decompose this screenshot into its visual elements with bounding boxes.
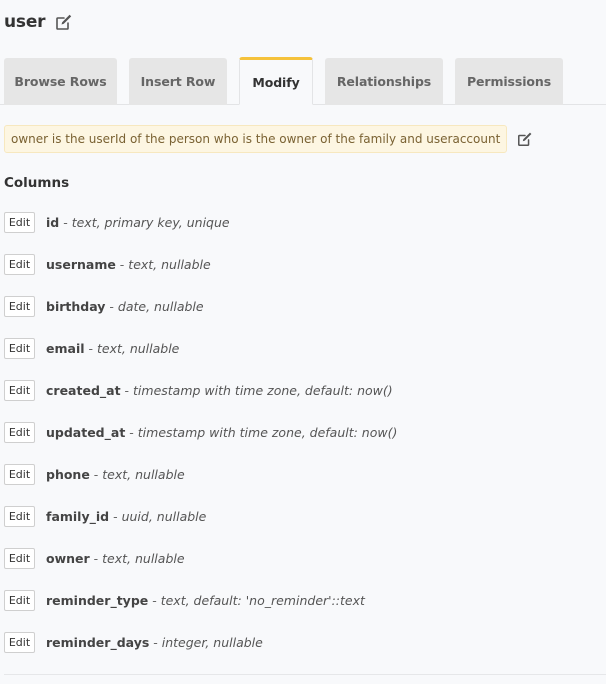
table-comment: owner is the userId of the person who is the owner of the family and useraccount [4, 125, 507, 153]
column-separator: - [105, 299, 118, 314]
tab-label: Relationships [336, 74, 432, 89]
column-row [4, 380, 397, 422]
column-separator: - [59, 215, 72, 230]
column-type: timestamp with time zone, default: now() [133, 383, 393, 398]
column-separator: - [148, 593, 161, 608]
edit-column-button[interactable]: Edit [4, 464, 35, 485]
edit-column-button[interactable]: Edit [4, 506, 35, 527]
edit-column-button[interactable]: Edit [4, 548, 35, 569]
column-row [4, 506, 397, 548]
column-text [46, 296, 204, 318]
tab-permissions[interactable] [455, 58, 563, 105]
column-text [46, 254, 211, 276]
column-name: id [46, 215, 60, 230]
column-type: text, default: 'no_reminder'::text [160, 593, 365, 608]
column-text [46, 506, 206, 528]
column-separator: - [149, 635, 162, 650]
column-text [46, 632, 263, 654]
column-type: text, nullable [102, 551, 185, 566]
edit-column-button[interactable]: Edit [4, 380, 35, 401]
tab-label: Modify [252, 74, 300, 90]
column-type: uuid, nullable [121, 509, 207, 524]
column-name: username [46, 257, 116, 272]
table-title-row [4, 12, 73, 32]
column-name: email [46, 341, 85, 356]
column-name: birthday [46, 299, 106, 314]
column-separator: - [120, 383, 134, 398]
column-text [46, 590, 365, 612]
column-row [4, 548, 397, 590]
column-text [46, 338, 179, 360]
tab-browse-rows[interactable] [4, 58, 117, 105]
column-row [4, 590, 397, 632]
tab-relationships[interactable] [325, 58, 443, 105]
column-type: text, nullable [102, 467, 185, 482]
column-name: phone [46, 467, 90, 482]
column-type: integer, nullable [161, 635, 263, 650]
edit-column-button[interactable]: Edit [4, 254, 35, 275]
column-type: text, nullable [128, 257, 211, 272]
table-title: user [4, 12, 46, 32]
column-type: text, nullable [96, 341, 180, 356]
column-name: family_id [46, 509, 110, 524]
columns-list [4, 212, 397, 674]
tab-label: Insert Row [140, 74, 216, 89]
column-name: reminder_days [46, 635, 150, 650]
table-comment-row [4, 125, 533, 153]
column-text [46, 380, 393, 402]
section-divider [4, 674, 606, 675]
column-text [46, 548, 185, 570]
edit-square-icon[interactable] [517, 131, 533, 147]
edit-column-button[interactable]: Edit [4, 212, 35, 233]
tab-label: Permissions [466, 74, 552, 89]
column-text [46, 464, 185, 486]
edit-column-button[interactable]: Edit [4, 590, 35, 611]
column-text [46, 212, 230, 234]
columns-heading: Columns [4, 175, 70, 191]
column-row [4, 422, 397, 464]
edit-column-button[interactable]: Edit [4, 338, 35, 359]
column-row [4, 212, 397, 254]
column-separator: - [109, 509, 122, 524]
tab-modify[interactable] [239, 57, 313, 105]
column-separator: - [125, 425, 138, 440]
tab-insert-row[interactable] [129, 58, 227, 105]
column-type: timestamp with time zone, default: now() [137, 425, 398, 440]
column-separator: - [115, 257, 129, 272]
column-row [4, 632, 397, 674]
tab-bar [0, 57, 606, 105]
column-name: updated_at [46, 425, 126, 440]
tab-label: Browse Rows [14, 74, 107, 89]
column-type: text, primary key, unique [71, 215, 230, 230]
column-text [46, 422, 397, 444]
edit-column-button[interactable]: Edit [4, 296, 35, 317]
column-name: reminder_type [46, 593, 149, 608]
column-separator: - [89, 551, 103, 566]
column-name: owner [46, 551, 90, 566]
edit-column-button[interactable]: Edit [4, 422, 35, 443]
column-row [4, 296, 397, 338]
edit-square-icon[interactable] [55, 13, 73, 31]
column-row [4, 338, 397, 380]
column-type: date, nullable [117, 299, 204, 314]
edit-column-button[interactable]: Edit [4, 632, 35, 653]
column-name: created_at [46, 383, 121, 398]
column-separator: - [84, 341, 97, 356]
column-row [4, 464, 397, 506]
column-separator: - [89, 467, 103, 482]
column-row [4, 254, 397, 296]
